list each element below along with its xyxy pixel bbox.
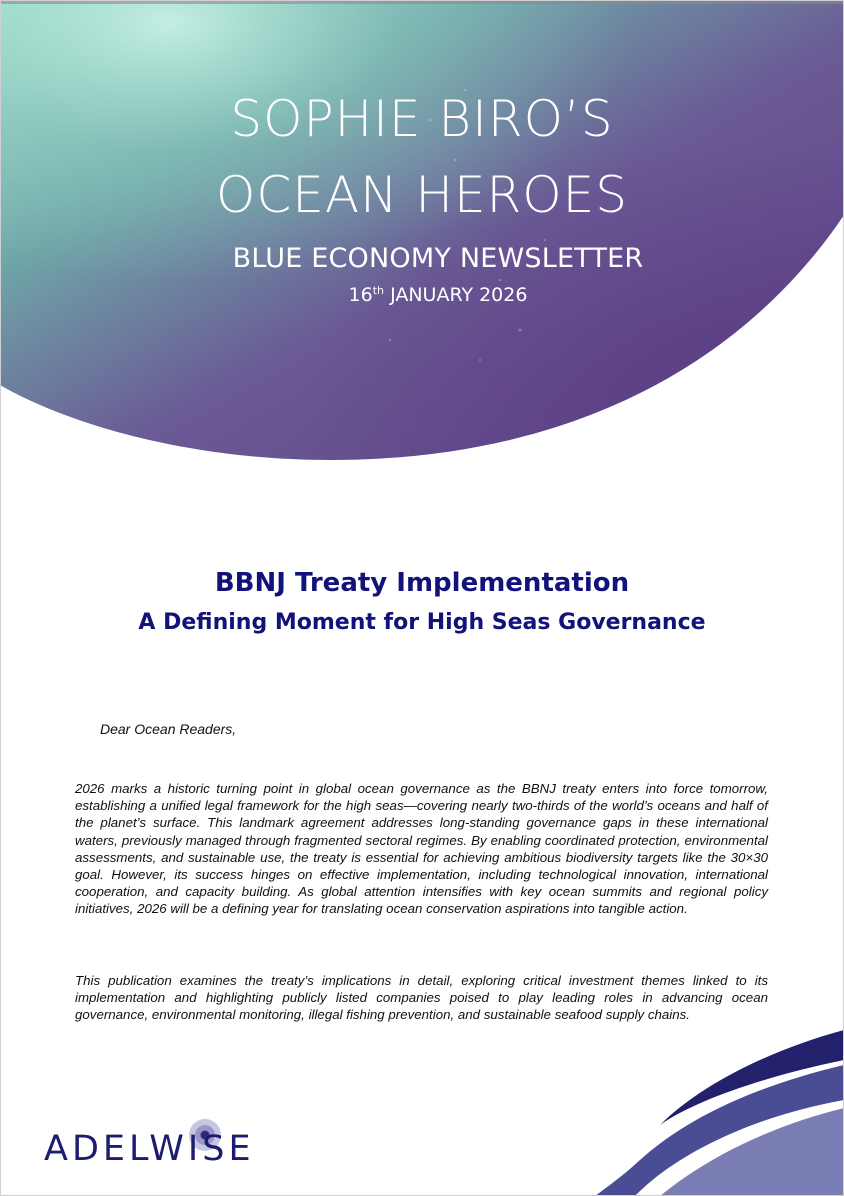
date-day: 16 <box>348 284 373 306</box>
hero-title-line-1: SOPHIE BIRO’S <box>230 90 614 148</box>
adelwise-logo <box>44 1115 274 1175</box>
date-month-year: JANUARY 2026 <box>384 284 528 306</box>
hero-title-line-2: OCEAN HEROES <box>216 166 628 224</box>
hero-ocean-image <box>0 0 844 470</box>
newsletter-date <box>0 284 844 306</box>
salutation: Dear Ocean Readers, <box>100 721 237 737</box>
article-headline: BBNJ Treaty Implementation <box>214 568 630 598</box>
date-suffix: th <box>372 284 385 297</box>
article-subheadline: A Defining Moment for High Seas Governance <box>138 610 706 635</box>
body-paragraph-2: This publication examines the treaty’s implications in detail, exploring critical investment themes linked to its implementation and highlighting publicly listed companies poised to play leading roles in advancing ocean governance, environmental monitoring, illegal fishing prevention, and sustainable seafood supply chains. <box>75 973 768 1023</box>
logo-text: ADELWISE <box>44 1129 255 1169</box>
corner-wave-decoration <box>580 1030 844 1196</box>
body-paragraph-1: 2026 marks a historic turning point in global ocean governance as the BBNJ treaty enters into force tomorrow, establishing a unified legal framework for the high seas—covering nearly two-thirds of the world’s oceans and half of the planet’s surface. This landmark agreement addresses long-standing governance gaps in these international waters, previously managed through fragmented sectoral regimes. By enabling coordinated protection, environmental assessments, and sustainable use, the treaty is essential for achieving ambitious biodiversity targets like the 30×30 goal. However, its success hinges on effective implementation, including technological innovation, international cooperation, and capacity building. As global attention intensifies with key ocean summits and regional policy initiatives, 2026 will be a defining year for translating ocean conservation aspirations into tangible action. <box>75 781 768 917</box>
newsletter-subtitle: BLUE ECONOMY NEWSLETTER <box>232 243 644 274</box>
